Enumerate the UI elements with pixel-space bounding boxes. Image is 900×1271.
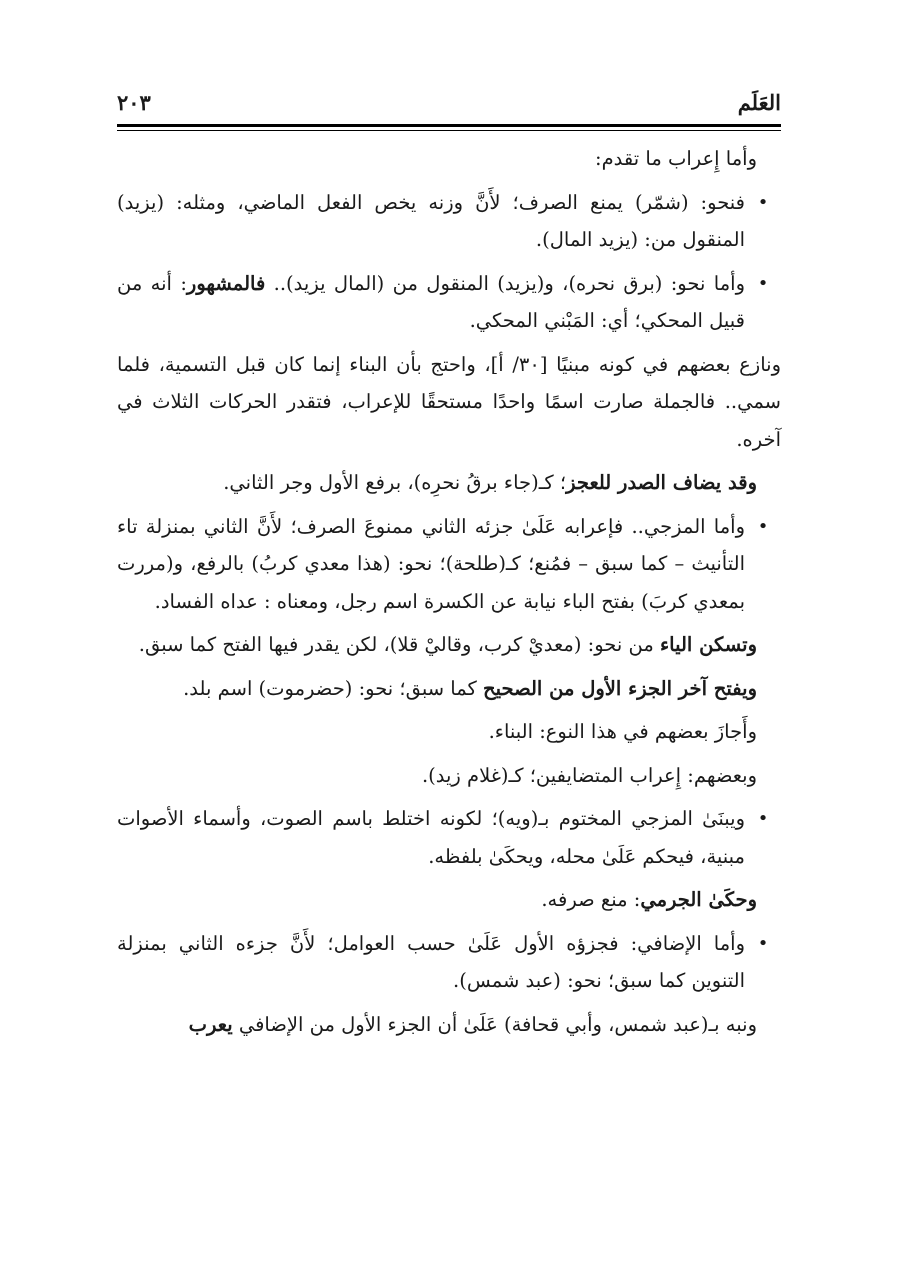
bullet-icon: • — [757, 515, 769, 537]
bold-term: يعرب — [188, 1012, 233, 1036]
bullet-text — [117, 184, 745, 259]
page-body — [117, 140, 781, 1049]
bullet-item — [117, 184, 781, 259]
text-run: وأما إِعراب ما تقدم: — [595, 147, 757, 170]
text-run: وأما المزجي.. فإعرابه عَلَىٰ جزئه الثاني ممنوعَ الصرف؛ لأَنَّ الثاني بمنزلة تاء التأنيث – كما سبق – فمُنع؛ كـ(طلحة)؛ نحو: (هذا معدي كربُ) بالرفع، و(مررت بمعدي كربَ) بفتح الباء نيابة عن الكسرة اسم رجل، ومعناه : عداه الفساد. — [117, 514, 745, 613]
bullet-text — [117, 925, 745, 1000]
text-run: كما سبق؛ نحو: (حضرموت) اسم بلد. — [183, 676, 484, 700]
bullet-text — [117, 800, 745, 875]
bold-term: وقد يضاف الصدر للعجز — [566, 471, 757, 494]
text-run: وأما الإضافي: فجزؤه الأول عَلَىٰ حسب العوامل؛ لأَنَّ جزءه الثاني بمنزلة التنوين كما سبق؛ نحو: (عبد شمس). — [117, 931, 745, 992]
paragraph — [117, 140, 781, 178]
text-run: ونبه بـ(عبد شمس، وأبي قحافة) عَلَىٰ أن الجزء الأول من الإضافي — [232, 1012, 757, 1036]
text-run: من نحو: (معديْ كرب، وقاليْ قلا)، لكن يقدر فيها الفتح كما سبق. — [138, 633, 660, 656]
paragraph — [117, 757, 781, 795]
text-run: ونازع بعضهم في كونه مبنيًا [٣٠/ أ]، واحتج بأن البناء إنما كان قبل التسمية، فلما سمي.. فالجملة صارت اسمًا واحدًا مستحقًا للإعراب، فتقدر الحركات الثلاث في آخره. — [117, 352, 781, 451]
bold-term: وحكَىٰ الجرمي — [640, 888, 757, 911]
bullet-icon: • — [757, 191, 769, 213]
paragraph — [117, 346, 781, 459]
bullet-icon: • — [757, 272, 769, 294]
bold-term: ويفتح آخر الجزء الأول من الصحيح — [483, 676, 757, 700]
text-run: ؛ كـ(جاء برقُ نحرِه)، برفع الأول وجر الثاني. — [223, 471, 567, 494]
bullet-item — [117, 265, 781, 340]
paragraph — [117, 626, 781, 664]
text-run: وأَجازَ بعضهم في هذا النوع: البناء. — [488, 720, 757, 743]
bullet-item — [117, 800, 781, 875]
paragraph — [117, 670, 781, 708]
bullet-icon: • — [757, 808, 769, 829]
page-header — [117, 82, 781, 122]
text-run: : منع صرفه. — [541, 888, 641, 911]
paragraph — [117, 713, 781, 751]
text-run: ويبنَىٰ المزجي المختوم بـ(ويه)؛ لكونه اختلط باسم الصوت، وأسماء الأصوات مبنية، فيحكم عَلَىٰ محله، ويحكَىٰ بلفظه. — [117, 807, 745, 868]
paragraph — [117, 464, 781, 502]
bullet-text — [117, 508, 745, 621]
page-number: ٢٠٣ — [117, 89, 151, 115]
text-run: فنحو: (شمّر) يمنع الصرف؛ لأَنَّ وزنه يخص الفعل الماضي، ومثله: (يزيد) المنقول من: (يزيد المال). — [117, 190, 745, 251]
header-rule-thin — [117, 130, 781, 131]
bullet-item — [117, 508, 781, 621]
text-run: : أنه من قبيل المحكي؛ أي: المَبْني المحكي. — [117, 271, 745, 332]
bold-term: فالمشهور — [186, 271, 266, 295]
text-run: وأما نحو: (برق نحره)، و(يزيد) المنقول من (المال يزيد).. — [265, 271, 745, 295]
bold-term: وتسكن الياء — [660, 633, 757, 656]
bullet-text — [117, 265, 745, 340]
paragraph — [117, 881, 781, 919]
bullet-icon: • — [757, 932, 769, 954]
paragraph — [117, 1006, 781, 1044]
chapter-title: العَلَم — [737, 89, 781, 115]
bullet-item — [117, 925, 781, 1000]
text-run: وبعضهم: إِعراب المتضايفين؛ كـ(غلام زيد). — [421, 763, 757, 787]
header-rule-thick — [117, 124, 781, 127]
